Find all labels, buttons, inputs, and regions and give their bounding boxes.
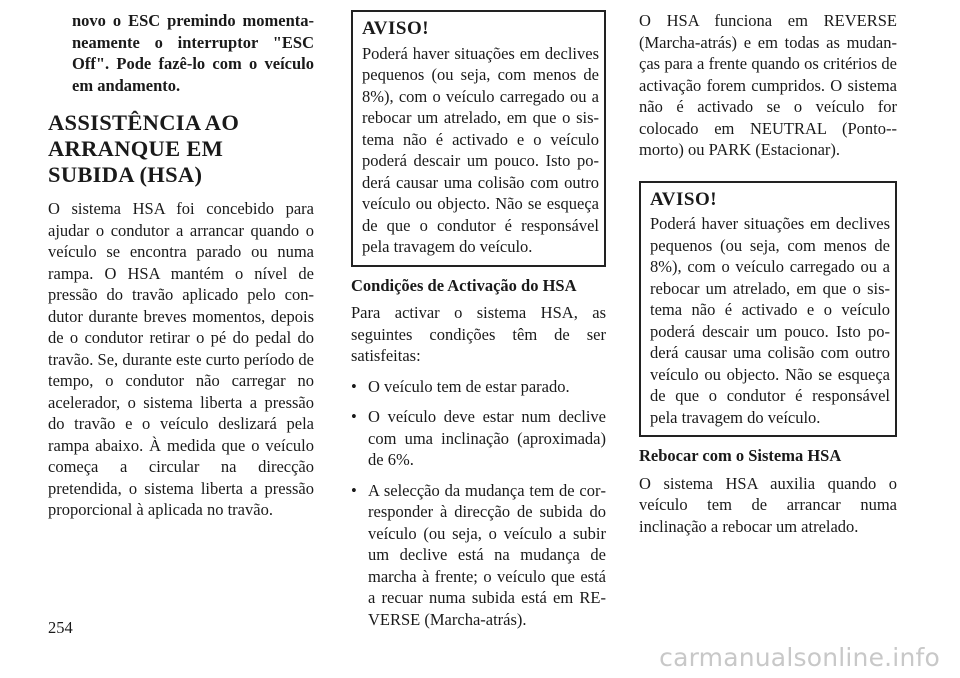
bullet-icon: • [351, 376, 357, 396]
watermark: carmanualsonline.info [659, 643, 940, 672]
activation-conditions-heading: Condições de Activação do HSA [351, 275, 577, 295]
list-item [351, 376, 606, 398]
column-middle [351, 10, 606, 639]
list-item [351, 480, 606, 631]
page-number: 254 [48, 618, 73, 637]
conditions-list [351, 376, 606, 631]
hsa-reverse-paragraph: O HSA funciona em REVERSE (Marcha-atrás) e em todas as mudanças para a frente quando os critérios de activação forem cumpridos. O sistema não é activado se o veículo for colocado em NEUTRAL (Ponto--morto) ou PARK (Estacionar). [639, 11, 897, 159]
towing-paragraph: O sistema HSA auxilia quando o veículo tem de arrancar numa inclinação a rebocar um atrelado. [639, 473, 897, 536]
intro-bold-text: novo o ESC premindo momentaneamente o interruptor "ESC Off". Pode fazê-lo com o veículo em andamento. [72, 11, 314, 95]
section-heading: ASSISTÊNCIA AO ARRANQUE EM SUBIDA (HSA) [48, 110, 240, 187]
bullet-icon: • [351, 407, 357, 426]
warning-title: AVISO! [650, 188, 718, 210]
towing-heading: Rebocar com o Sistema HSA [639, 446, 842, 465]
column-right [639, 10, 897, 537]
column-left [48, 10, 314, 521]
warning-text: Poderá haver situações em declives pequenos (ou seja, com menos de 8%), com o veículo carregado ou a rebocar um atrelado, em que o sistema não é activado e o veículo poderá descair um pouco. Isto poderá causar uma colisão com outro veículo ou objecto. Não se esqueça de que o condutor é responsável pela travagem do veículo. [650, 214, 890, 427]
list-item-text: O veículo deve estar num declive com uma inclinação (aproximada) de 6%. [368, 407, 606, 469]
warning-box [639, 181, 897, 438]
warning-box [351, 10, 606, 267]
warning-text: Poderá haver situações em declives pequenos (ou seja, com menos de 8%), com o veículo carregado ou a rebocar um atrelado, em que o sistema não é activado e o veículo poderá descair um pouco. Isto poderá causar uma colisão com outro veículo ou objecto. Não se esqueça de que o condutor é responsável pela travagem do veículo. [362, 43, 599, 256]
bullet-icon: • [351, 480, 357, 500]
list-item-text: A selecção da mudança tem de corresponder à direcção de subida do veículo (ou seja, o veículo a subir um declive está na mudança de marcha à frente; o veículo que está a recuar numa subida está em REVERSE (Marcha-atrás). [368, 480, 606, 629]
list-item-text: O veículo tem de estar parado. [368, 376, 570, 396]
activation-intro: Para activar o sistema HSA, as seguintes condições têm de ser satisfeitas: [351, 303, 606, 365]
list-item [351, 406, 606, 471]
warning-title: AVISO! [362, 18, 430, 39]
hsa-description-paragraph: O sistema HSA foi concebido para ajudar o condutor a arrancar quando o veículo se encontra parado ou numa rampa. O HSA mantém o nível de pressão do travão aplicado pelo condutor durante breves momentos, depois de o condutor retirar o pé do pedal do travão. Se, durante este curto período de tempo, o condutor não carregar no acelerador, o sistema liberta a pressão do travão e o veículo deslizará pela rampa abaixo. À medida que o veículo começa a circular na direcção pretendida, o sistema liberta a pressão proporcional à aplicada no travão. [48, 199, 314, 519]
